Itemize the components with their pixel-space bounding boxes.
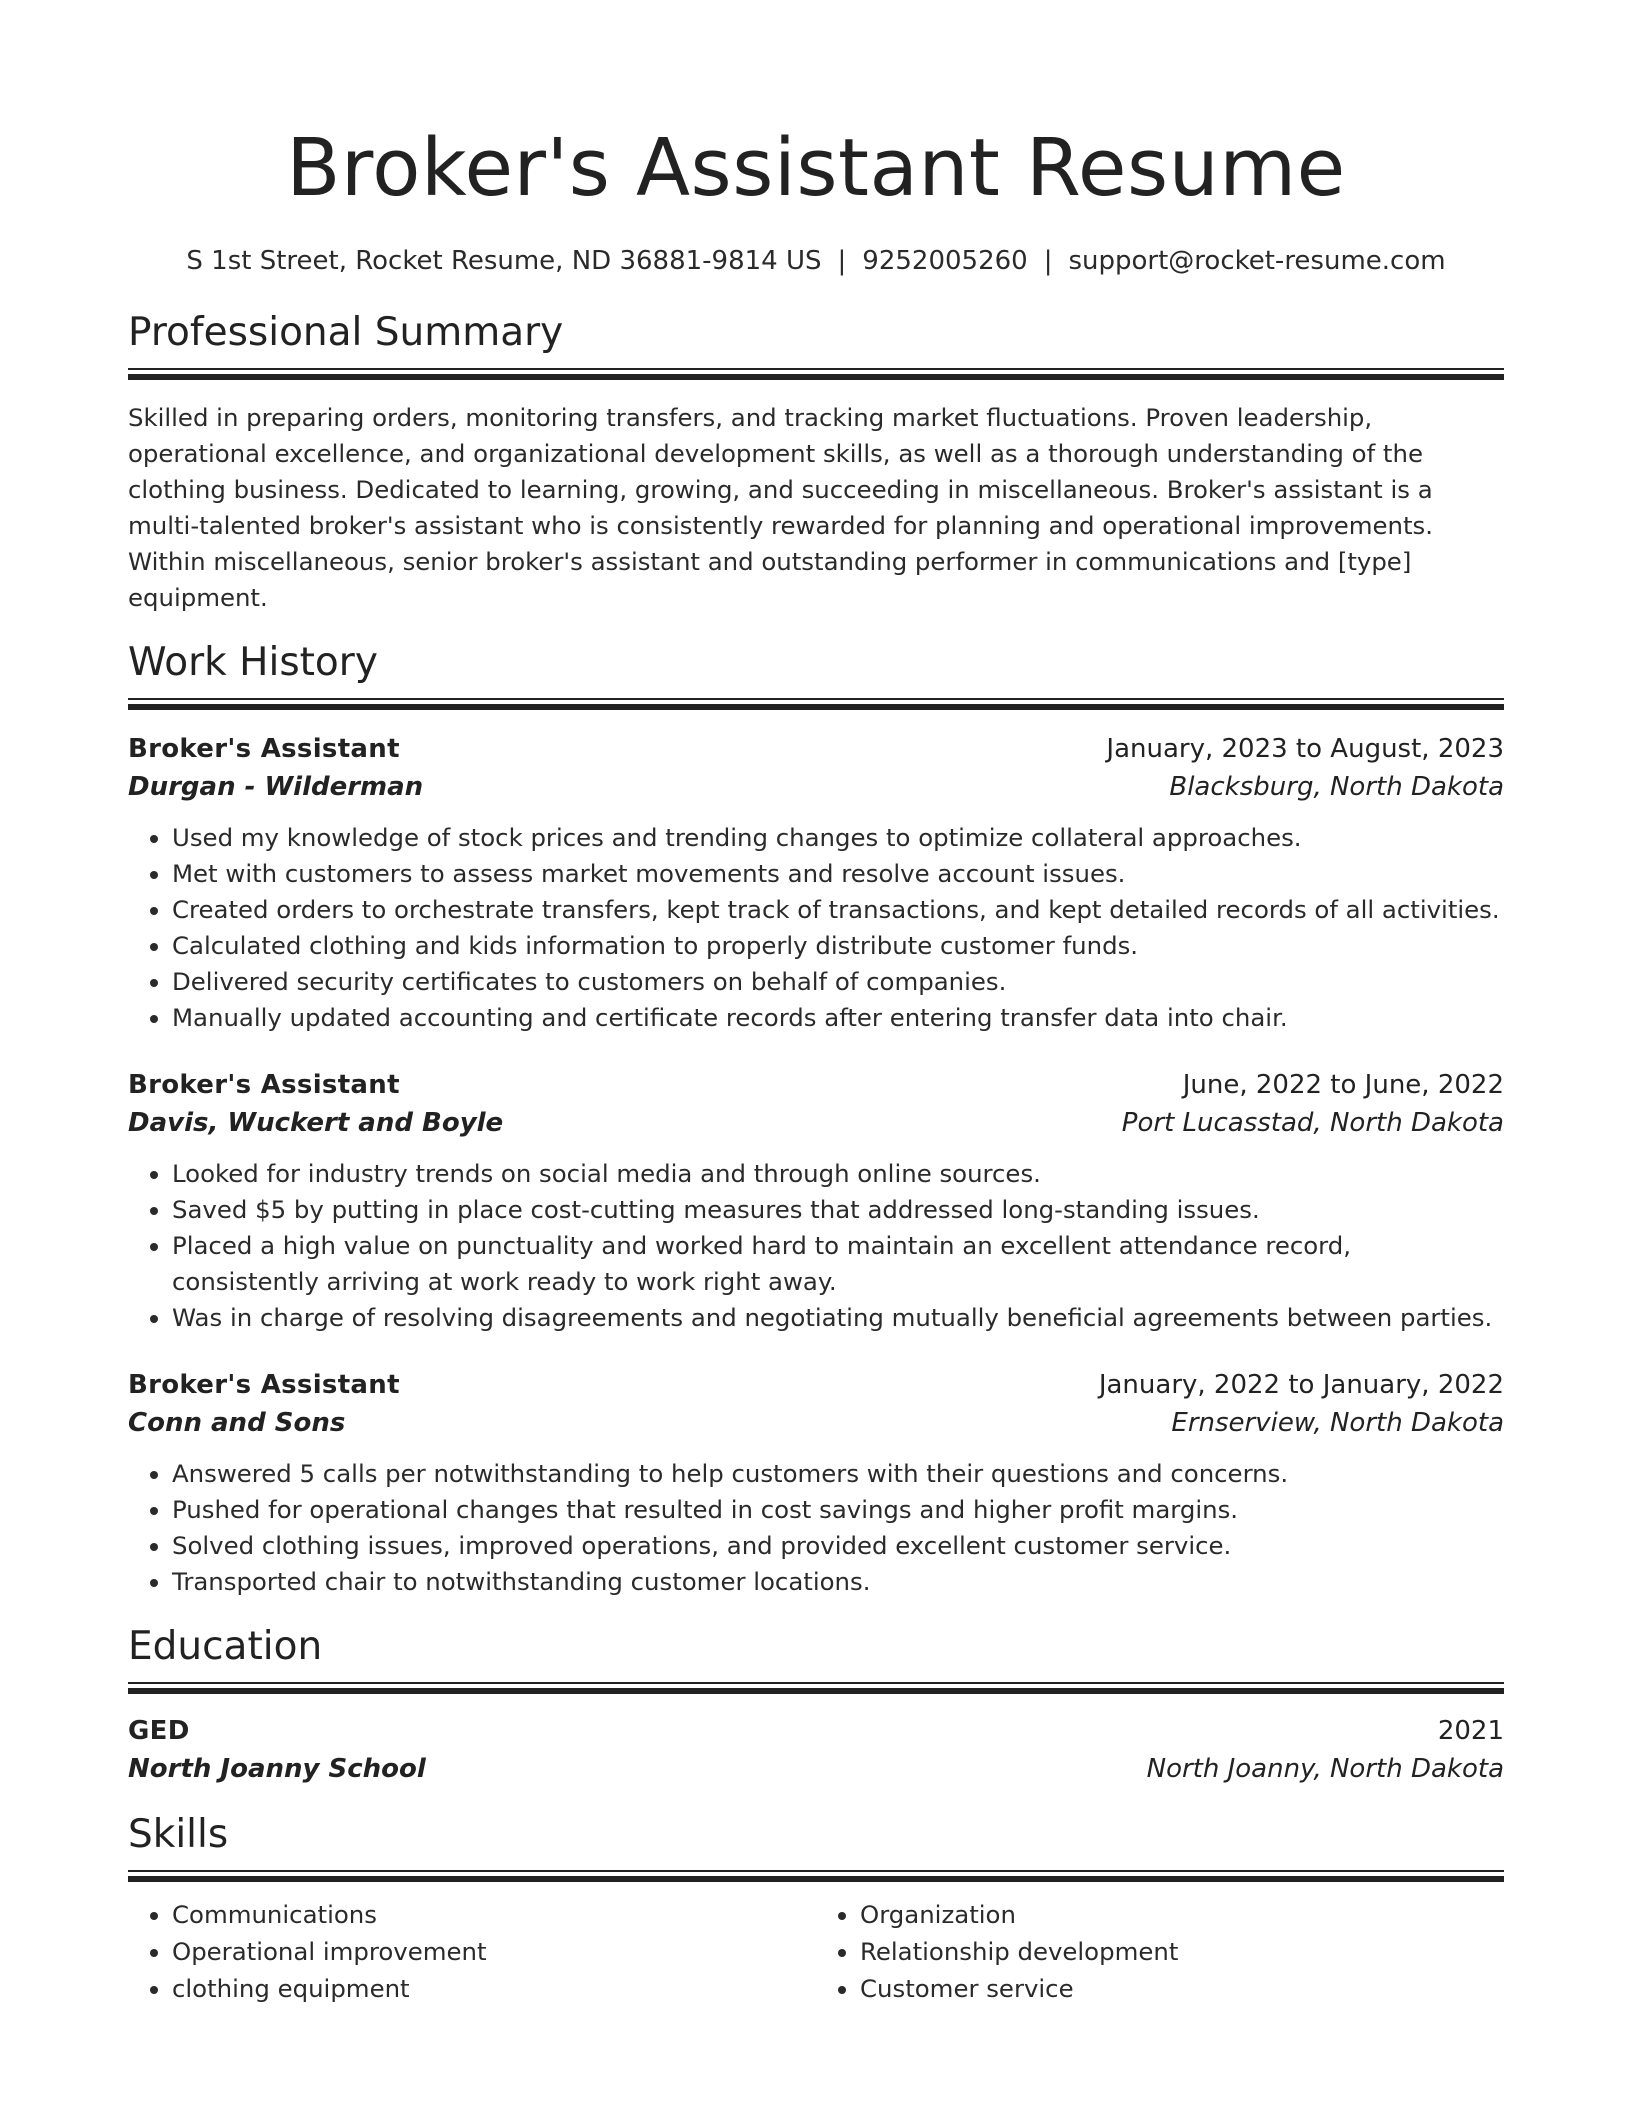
skills-heading: Skills bbox=[128, 1812, 229, 1857]
job-dates: June, 2022 to June, 2022 bbox=[1182, 1070, 1504, 1100]
job-company: Durgan - Wilderman bbox=[128, 772, 424, 802]
skills-list bbox=[128, 1896, 816, 2007]
list-item: • Saved $5 by putting in place cost-cutting measures that addressed long-standing issues. bbox=[172, 1192, 1504, 1228]
contact-email: support@rocket-resume.com bbox=[1068, 246, 1446, 276]
job-entry bbox=[128, 1066, 1504, 1336]
job-header-row bbox=[128, 1366, 1504, 1404]
job-bullets bbox=[128, 1156, 1504, 1336]
skills-column-left bbox=[128, 1896, 816, 2007]
list-item: • Solved clothing issues, improved operations, and provided excellent customer service. bbox=[172, 1528, 1504, 1564]
job-title: Broker's Assistant bbox=[128, 734, 400, 764]
summary-section bbox=[128, 308, 1504, 616]
contact-phone: 9252005260 bbox=[862, 246, 1028, 276]
job-location: Ernserview, North Dakota bbox=[1171, 1408, 1504, 1438]
list-item: • Used my knowledge of stock prices and trending changes to optimize collateral approaches. bbox=[172, 820, 1504, 856]
skills-section bbox=[128, 1810, 1504, 2007]
summary-heading: Professional Summary bbox=[128, 310, 564, 355]
job-dates: January, 2023 to August, 2023 bbox=[1106, 734, 1504, 764]
list-item: • Operational improvement bbox=[172, 1933, 816, 1970]
contact-separator: | bbox=[1043, 246, 1053, 276]
education-school-row bbox=[128, 1750, 1504, 1788]
list-item: • Calculated clothing and kids information to properly distribute customer funds. bbox=[172, 928, 1504, 964]
section-divider bbox=[128, 1682, 1504, 1694]
job-dates: January, 2022 to January, 2022 bbox=[1098, 1370, 1504, 1400]
list-item: • Customer service bbox=[860, 1970, 1504, 2007]
list-item: • Pushed for operational changes that resulted in cost savings and higher profit margins. bbox=[172, 1492, 1504, 1528]
job-entry bbox=[128, 1366, 1504, 1600]
list-item: • Met with customers to assess market movements and resolve account issues. bbox=[172, 856, 1504, 892]
job-title: Broker's Assistant bbox=[128, 1370, 400, 1400]
education-school: North Joanny School bbox=[128, 1754, 426, 1784]
education-heading: Education bbox=[128, 1624, 323, 1669]
job-bullets bbox=[128, 1456, 1504, 1600]
job-location: Port Lucasstad, North Dakota bbox=[1121, 1108, 1504, 1138]
section-divider bbox=[128, 368, 1504, 380]
resume-title: Broker's Assistant Resume bbox=[286, 122, 1346, 214]
job-company-row bbox=[128, 1404, 1504, 1442]
contact-line bbox=[128, 244, 1504, 278]
list-item: • Communications bbox=[172, 1896, 816, 1933]
job-company-row bbox=[128, 1104, 1504, 1142]
job-company: Davis, Wuckert and Boyle bbox=[128, 1108, 504, 1138]
job-company-row bbox=[128, 768, 1504, 806]
list-item: • Answered 5 calls per notwithstanding to help customers with their questions and concerns. bbox=[172, 1456, 1504, 1492]
list-item: • Manually updated accounting and certificate records after entering transfer data into chair. bbox=[172, 1000, 1504, 1036]
skills-list bbox=[816, 1896, 1504, 2007]
list-item: • Placed a high value on punctuality and worked hard to maintain an excellent attendance record, consistently arriving at work ready to work right away. bbox=[172, 1228, 1504, 1300]
list-item: • Delivered security certificates to customers on behalf of companies. bbox=[172, 964, 1504, 1000]
education-location: North Joanny, North Dakota bbox=[1146, 1754, 1504, 1784]
skills-column-right bbox=[816, 1896, 1504, 2007]
list-item: • Transported chair to notwithstanding customer locations. bbox=[172, 1564, 1504, 1600]
job-title: Broker's Assistant bbox=[128, 1070, 400, 1100]
education-year: 2021 bbox=[1437, 1716, 1504, 1746]
job-header-row bbox=[128, 730, 1504, 768]
job-company: Conn and Sons bbox=[128, 1408, 346, 1438]
contact-address: S 1st Street, Rocket Resume, ND 36881-9814 US bbox=[186, 246, 822, 276]
summary-text: Skilled in preparing orders, monitoring transfers, and tracking market fluctuations. Proven leadership, operational excellence, and organizational development skills, as well as a thorough understanding of the clothing business. Dedicated to learning, growing, and succeeding in miscellaneous. Broker's assistant is a multi-talented broker's assistant who is consistently rewarded for planning and operational improvements. Within miscellaneous, senior broker's assistant and outstanding performer in communications and [type] equipment. bbox=[128, 403, 1433, 612]
job-header-row bbox=[128, 1066, 1504, 1104]
list-item: • Relationship development bbox=[860, 1933, 1504, 1970]
work-history-section bbox=[128, 638, 1504, 1600]
education-degree: GED bbox=[128, 1716, 190, 1746]
skills-grid bbox=[128, 1896, 1504, 2007]
list-item: • clothing equipment bbox=[172, 1970, 816, 2007]
job-entry bbox=[128, 730, 1504, 1036]
work-history-heading: Work History bbox=[128, 640, 378, 685]
job-location: Blacksburg, North Dakota bbox=[1169, 772, 1504, 802]
job-bullets bbox=[128, 820, 1504, 1036]
contact-separator: | bbox=[837, 246, 847, 276]
list-item: • Looked for industry trends on social media and through online sources. bbox=[172, 1156, 1504, 1192]
list-item: • Was in charge of resolving disagreements and negotiating mutually beneficial agreements between parties. bbox=[172, 1300, 1504, 1336]
education-header-row bbox=[128, 1712, 1504, 1750]
section-divider bbox=[128, 698, 1504, 710]
education-entry bbox=[128, 1712, 1504, 1788]
education-section bbox=[128, 1622, 1504, 1788]
section-divider bbox=[128, 1870, 1504, 1882]
list-item: • Organization bbox=[860, 1896, 1504, 1933]
list-item: • Created orders to orchestrate transfers, kept track of transactions, and kept detailed records of all activities. bbox=[172, 892, 1504, 928]
